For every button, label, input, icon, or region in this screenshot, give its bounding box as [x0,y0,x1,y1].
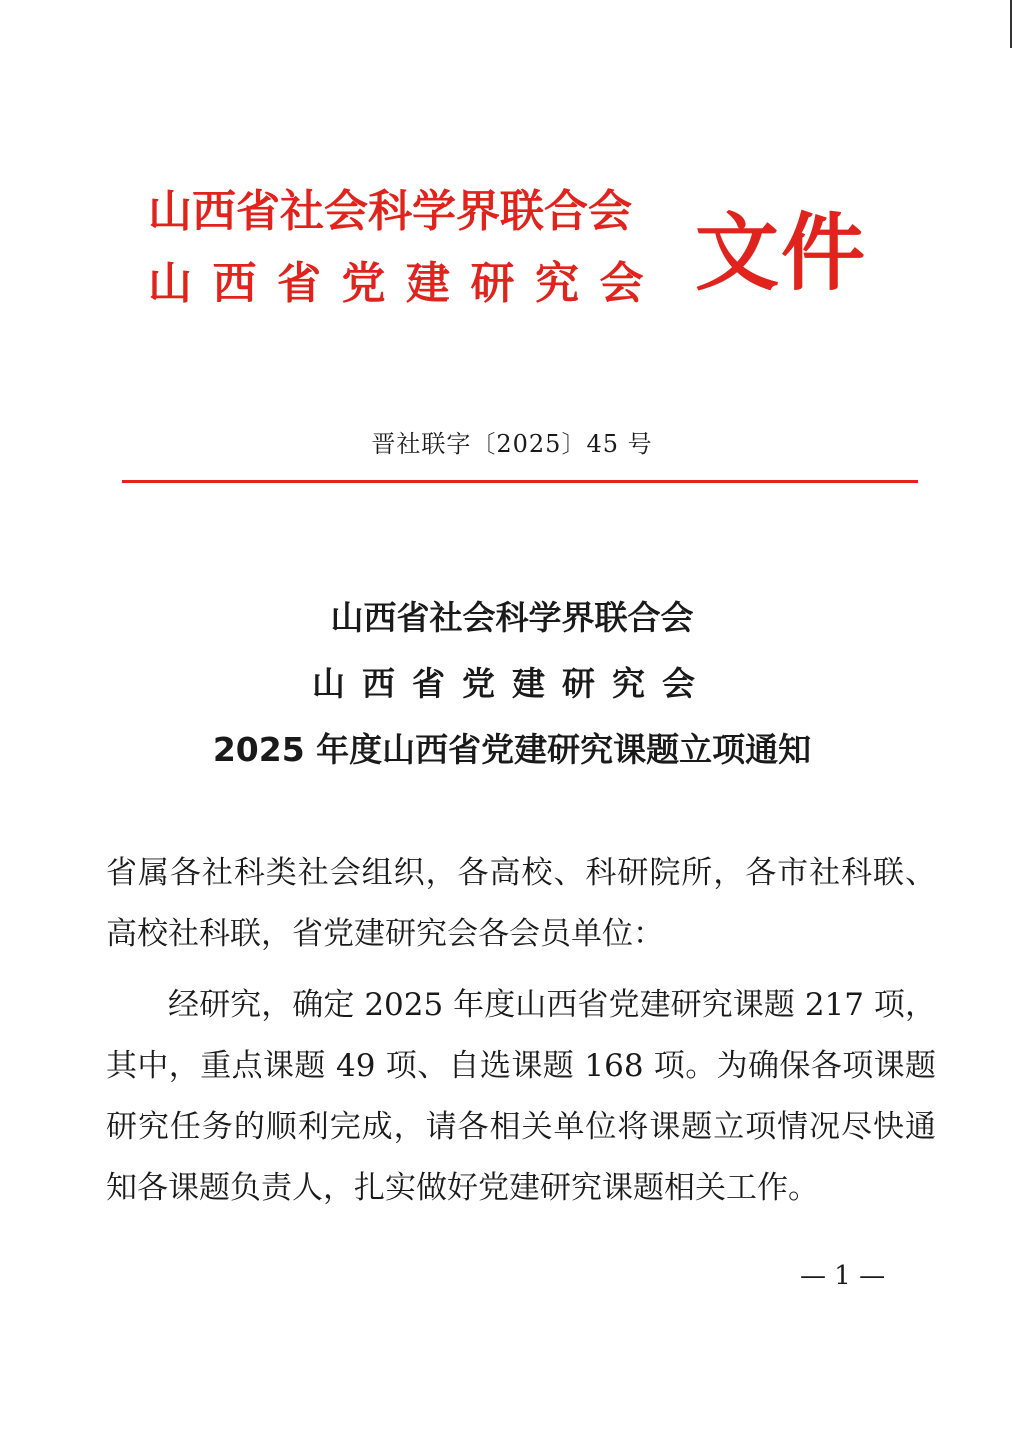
addressee: 省属各社科类社会组织，各高校、科研院所，各市社科联、高校社科联，省党建研究会各会员单位： [106,855,936,952]
document-body [106,843,936,1219]
title-line-3: 2025 年度山西省党建研究课题立项通知 [212,730,812,769]
document-title [0,585,1024,783]
title-line-1: 山西省社会科学界联合会 [330,598,694,637]
page-edge-mark [1010,0,1012,48]
document-number: 晋社联字〔2025〕45 号 [371,430,653,458]
letterhead-org-line-2: 山西省党建研究会 [148,258,664,309]
title-line-2: 山西省党建研究会 [312,664,712,703]
letterhead-doc-type: 文件 [695,203,868,302]
letterhead-org-line-1: 山西省社会科学界联合会 [148,186,632,237]
red-divider-line [122,480,918,483]
page-number: — 1 — [800,1261,886,1291]
red-letterhead [140,178,900,328]
body-paragraph: 经研究，确定 2025 年度山西省党建研究课题 217 项，其中，重点课题 49 项、自选课题 168 项。为确保各项课题研究任务的顺利完成，请各相关单位将课题立项情况尽快通知各课题负责人，扎实做好党建研究课题相关工作。 [106,987,936,1206]
